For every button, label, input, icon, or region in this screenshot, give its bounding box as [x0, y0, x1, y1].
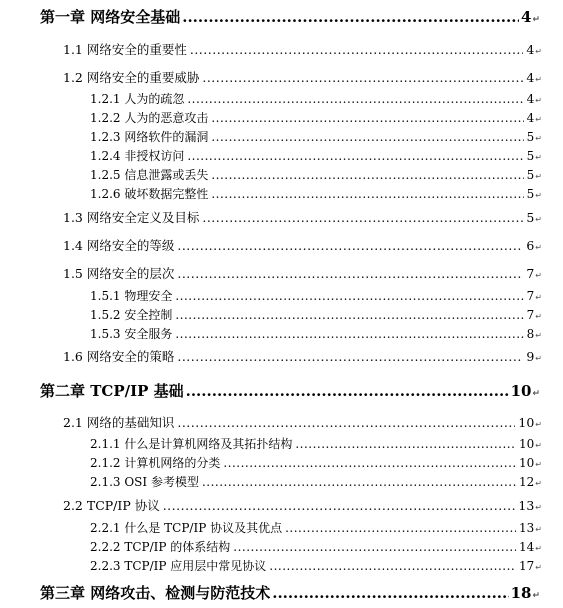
toc-page-number: 5: [526, 168, 535, 182]
dot-leader: [175, 327, 523, 341]
dot-leader: [186, 382, 509, 400]
toc-entry-subsection[interactable]: [90, 473, 542, 490]
toc-entry-label: 1.2.5 信息泄露或丢失: [90, 168, 209, 182]
toc-page-number: 8: [526, 327, 535, 341]
return-mark-icon: ↵: [535, 563, 542, 572]
dot-leader: [272, 584, 508, 602]
toc-entry-subsection[interactable]: [90, 287, 542, 304]
toc-page-number: 18: [510, 584, 532, 602]
return-mark-icon: ↵: [535, 172, 542, 181]
dot-leader: [190, 42, 523, 57]
dot-leader: [177, 266, 523, 281]
toc-entry-chapter-3[interactable]: [40, 582, 540, 603]
toc-page-number: 7: [526, 308, 535, 322]
toc-entry-label: 1.2.3 网络软件的漏洞: [90, 130, 209, 144]
dot-leader: [285, 521, 516, 535]
toc-page-number: 10: [510, 382, 532, 400]
toc-page-number: 4: [521, 8, 532, 26]
toc-page-number: 5: [526, 210, 535, 225]
toc-entry-label: 2.1.1 什么是计算机网络及其拓扑结构: [90, 437, 293, 451]
toc-entry-label: 1.5.3 安全服务: [90, 327, 173, 341]
toc-entry-label: 1.2.4 非授权访问: [90, 149, 185, 163]
return-mark-icon: ↵: [535, 525, 542, 534]
toc-entry-section[interactable]: [63, 236, 542, 254]
return-mark-icon: ↵: [535, 75, 542, 84]
dot-leader: [233, 540, 516, 554]
toc-entry-label: 1.2.1 人为的疏忽: [90, 92, 185, 106]
toc-entry-section[interactable]: [63, 413, 542, 431]
toc-entry-section[interactable]: [63, 68, 542, 86]
toc-page-number: 4: [526, 70, 535, 85]
toc-entry-subsection[interactable]: [90, 128, 542, 145]
dot-leader: [211, 111, 523, 125]
return-mark-icon: ↵: [535, 479, 542, 488]
toc-entry-subsection[interactable]: [90, 519, 542, 536]
toc-entry-chapter-1[interactable]: [40, 6, 540, 27]
toc-entry-label: 2.2.1 什么是 TCP/IP 协议及其优点: [90, 521, 283, 535]
toc-entry-label: 1.1 网络安全的重要性: [63, 42, 187, 57]
return-mark-icon: ↵: [535, 243, 542, 252]
toc-page-number: 17: [519, 559, 535, 573]
toc-entry-label: 1.4 网络安全的等级: [63, 238, 175, 253]
toc-page-number: 12: [519, 475, 535, 489]
toc-entry-section[interactable]: [63, 208, 542, 226]
dot-leader: [295, 437, 516, 451]
toc-page-number: 5: [526, 130, 535, 144]
return-mark-icon: ↵: [535, 47, 542, 56]
toc-page-number: 10: [518, 415, 535, 430]
dot-leader: [223, 456, 516, 470]
toc-entry-label: 第一章 网络安全基础: [40, 8, 181, 26]
toc-entry-chapter-2[interactable]: [40, 380, 540, 401]
toc-page-number: 14: [519, 540, 535, 554]
toc-entry-label: 2.2.3 TCP/IP 应用层中常见协议: [90, 559, 267, 573]
return-mark-icon: ↵: [535, 293, 542, 302]
toc-entry-subsection[interactable]: [90, 90, 542, 107]
dot-leader: [163, 498, 516, 513]
dot-leader: [202, 70, 523, 85]
return-mark-icon: ↵: [535, 420, 542, 429]
toc-entry-subsection[interactable]: [90, 166, 542, 183]
toc-page-number: 5: [526, 187, 535, 201]
dot-leader: [211, 187, 523, 201]
return-mark-icon: ↵: [535, 134, 542, 143]
toc-entry-label: 1.5.1 物理安全: [90, 289, 173, 303]
toc-entry-label: 2.1.2 计算机网络的分类: [90, 456, 221, 470]
return-mark-icon: ↵: [535, 271, 542, 280]
toc-entry-label: 1.3 网络安全定义及目标: [63, 210, 200, 225]
toc-entry-subsection[interactable]: [90, 306, 542, 323]
return-mark-icon: ↵: [535, 191, 542, 200]
toc-entry-subsection[interactable]: [90, 185, 542, 202]
return-mark-icon: ↵: [532, 591, 540, 601]
toc-page-number: 10: [519, 437, 535, 451]
return-mark-icon: ↵: [532, 389, 540, 399]
toc-entry-subsection[interactable]: [90, 454, 542, 471]
dot-leader: [269, 559, 516, 573]
return-mark-icon: ↵: [535, 153, 542, 162]
return-mark-icon: ↵: [535, 354, 542, 363]
toc-entry-label: 2.1 网络的基础知识: [63, 415, 175, 430]
toc-entry-section[interactable]: [63, 40, 542, 58]
toc-entry-section[interactable]: [63, 347, 542, 365]
return-mark-icon: ↵: [535, 503, 542, 512]
return-mark-icon: ↵: [535, 544, 542, 553]
return-mark-icon: ↵: [535, 215, 542, 224]
toc-page-number: 4: [526, 92, 535, 106]
return-mark-icon: ↵: [535, 460, 542, 469]
dot-leader: [175, 289, 523, 303]
toc-entry-label: 2.2.2 TCP/IP 的体系结构: [90, 540, 231, 554]
toc-entry-subsection[interactable]: [90, 147, 542, 164]
dot-leader: [187, 149, 523, 163]
dot-leader: [182, 8, 519, 26]
toc-entry-subsection[interactable]: [90, 109, 542, 126]
toc-entry-subsection[interactable]: [90, 557, 542, 574]
toc-entry-section[interactable]: [63, 496, 542, 514]
toc-page-number: 5: [526, 149, 535, 163]
toc-entry-label: 1.2.6 破坏数据完整性: [90, 187, 209, 201]
toc-entry-label: 1.2.2 人为的恶意攻击: [90, 111, 209, 125]
return-mark-icon: ↵: [535, 312, 542, 321]
dot-leader: [202, 475, 516, 489]
toc-entry-label: 1.6 网络安全的策略: [63, 349, 175, 364]
toc-entry-label: 第三章 网络攻击、检测与防范技术: [40, 584, 271, 602]
dot-leader: [177, 238, 523, 253]
toc-page-number: 6: [526, 238, 535, 253]
dot-leader: [187, 92, 523, 106]
toc-page-number: 10: [519, 456, 535, 470]
toc-page-number: 7: [526, 289, 535, 303]
toc-page-number: 4: [526, 42, 535, 57]
toc-entry-label: 2.1.3 OSI 参考模型: [90, 475, 199, 489]
toc-entry-subsection[interactable]: [90, 435, 542, 452]
return-mark-icon: ↵: [535, 115, 542, 124]
toc-page-number: 7: [526, 266, 535, 281]
toc-entry-subsection[interactable]: [90, 538, 542, 555]
toc-entry-section[interactable]: [63, 264, 542, 282]
toc-page-number: 13: [519, 521, 535, 535]
return-mark-icon: ↵: [535, 331, 542, 340]
toc-entry-label: 1.5 网络安全的层次: [63, 266, 175, 281]
toc-entry-label: 1.5.2 安全控制: [90, 308, 173, 322]
dot-leader: [177, 349, 523, 364]
toc-page-number: 9: [526, 349, 535, 364]
dot-leader: [211, 168, 523, 182]
dot-leader: [177, 415, 515, 430]
dot-leader: [202, 210, 523, 225]
toc-entry-label: 第二章 TCP/IP 基础: [40, 382, 184, 400]
return-mark-icon: ↵: [535, 441, 542, 450]
toc-page-number: 4: [526, 111, 535, 125]
toc-entry-subsection[interactable]: [90, 325, 542, 342]
dot-leader: [211, 130, 523, 144]
toc-page-number: 13: [518, 498, 535, 513]
toc-entry-label: 1.2 网络安全的重要威胁: [63, 70, 200, 85]
return-mark-icon: ↵: [532, 15, 540, 25]
toc-entry-label: 2.2 TCP/IP 协议: [63, 498, 160, 513]
dot-leader: [175, 308, 523, 322]
return-mark-icon: ↵: [535, 96, 542, 105]
